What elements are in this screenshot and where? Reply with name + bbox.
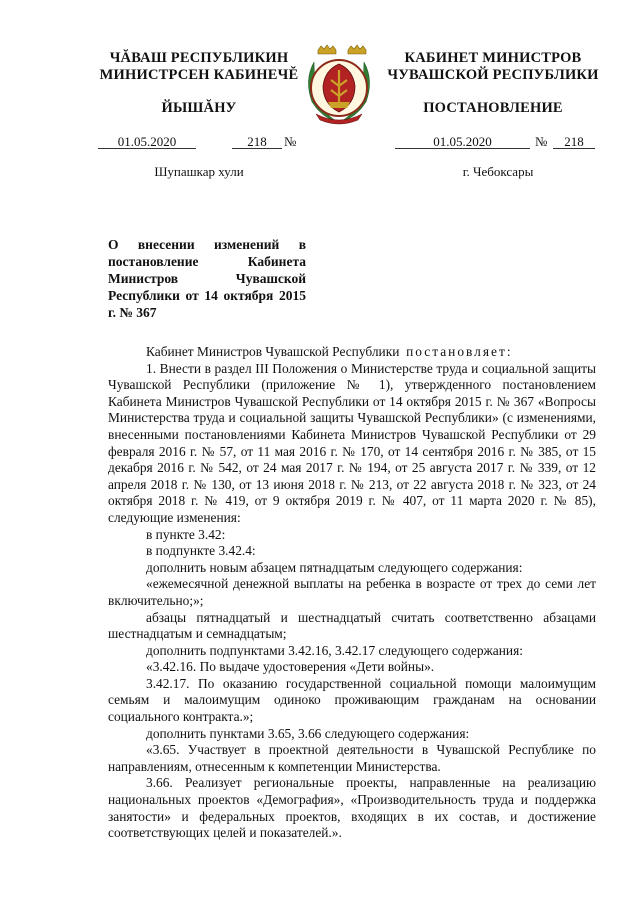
intro-text: Кабинет Министров Чувашской Республики [146, 344, 400, 359]
chuvash-coat-of-arms-icon [296, 40, 382, 128]
left-city: Шупашкар хули [154, 164, 244, 179]
left-date: 01.05.2020 [117, 134, 177, 149]
paragraph-11: «3.65. Участвует в проектной деятельности в Чувашской Республике по направлениям, отнесенным к компетенции Министерства. [108, 742, 596, 774]
right-org-line1: КАБИНЕТ МИНИСТРОВ [404, 50, 582, 66]
right-number-sign: № [535, 134, 548, 149]
paragraph-1: 1. Внести в раздел III Положения о Министерстве труда и социальной защиты Чувашской Республики (приложение № 1), утвержденного постановлением Кабинета Министров Чувашской Республики от 14 октября 2015 г. № 367 «Вопросы Министерства труда и социальной защиты Чувашской Республики» (с изменениями, внесенными постановлениями Кабинета Министров Чувашской Республики от 29 февраля 2016 г. № 57, от 11 мая 2016 г. № 170, от 14 сентября 2016 г. № 385, от 15 декабря 2016 г. № 542, от 24 мая 2017 г. № 194, от 25 августа 2017 г. № 339, от 12 апреля 2018 г. № 130, от 13 июня 2018 г. № 213, от 22 августа 2018 г. № 323, от 24 октября 2018 г. № 419, от 9 октября 2019 г. № 407, от 11 марта 2020 г. № 85), следующие изменения: [108, 360, 596, 525]
right-date: 01.05.2020 [433, 134, 492, 149]
left-number-sign: № [284, 134, 297, 149]
paragraph-3: в подпункте 3.42.4: [146, 543, 256, 559]
paragraph-10: дополнить пунктами 3.65, 3.66 следующего содержания: [146, 725, 470, 741]
intro-line [108, 344, 596, 361]
document-body [108, 344, 596, 842]
left-org-line2: МИНИСТРСЕН КАБИНЕЧĔ [99, 67, 299, 83]
paragraph-7: дополнить подпунктами 3.42.16, 3.42.17 следующего содержания: [146, 642, 523, 658]
intro-verb: постановляет: [406, 344, 513, 359]
paragraph-6: абзацы пятнадцатый и шестнадцатый считать соответственно абзацами шестнадцатым и семнадцатым; [108, 609, 596, 642]
document-title: О внесении изменений в постановление Кабинета Министров Чувашской Республики от 14 октября 2015 г. № 367 [108, 237, 306, 320]
paragraph-2: в пункте 3.42: [146, 526, 226, 542]
right-org-line2: ЧУВАШСКОЙ РЕСПУБЛИКИ [387, 67, 599, 83]
left-doc-type: ЙЫШĂНУ [161, 100, 237, 116]
paragraph-12: 3.66. Реализует региональные проекты, направленные на реализацию национальных проектов «Демография», «Производительность труда и поддержка занятости» и федеральных проектов, входящих в их состав, и достижение соответствующих целей и показателей.». [108, 775, 596, 841]
left-org-line1: ЧĂВАШ РЕСПУБЛИКИН [109, 50, 289, 66]
paragraph-5: «ежемесячной денежной выплаты на ребенка в возрасте от трех до семи лет включительно;»; [108, 576, 596, 608]
right-doc-type: ПОСТАНОВЛЕНИЕ [423, 100, 563, 116]
left-number: 218 [247, 134, 267, 149]
paragraph-8: «3.42.16. По выдаче удостоверения «Дети войны». [146, 659, 435, 675]
paragraph-9: 3.42.17. По оказанию государственной социальной помощи малоимущим семьям и малоимущим одиноко проживающим гражданам на основании социального контракта.»; [108, 675, 596, 725]
right-number: 218 [564, 134, 584, 149]
right-city: г. Чебоксары [462, 164, 534, 179]
paragraph-4: дополнить новым абзацем пятнадцатым следующего содержания: [146, 559, 523, 575]
